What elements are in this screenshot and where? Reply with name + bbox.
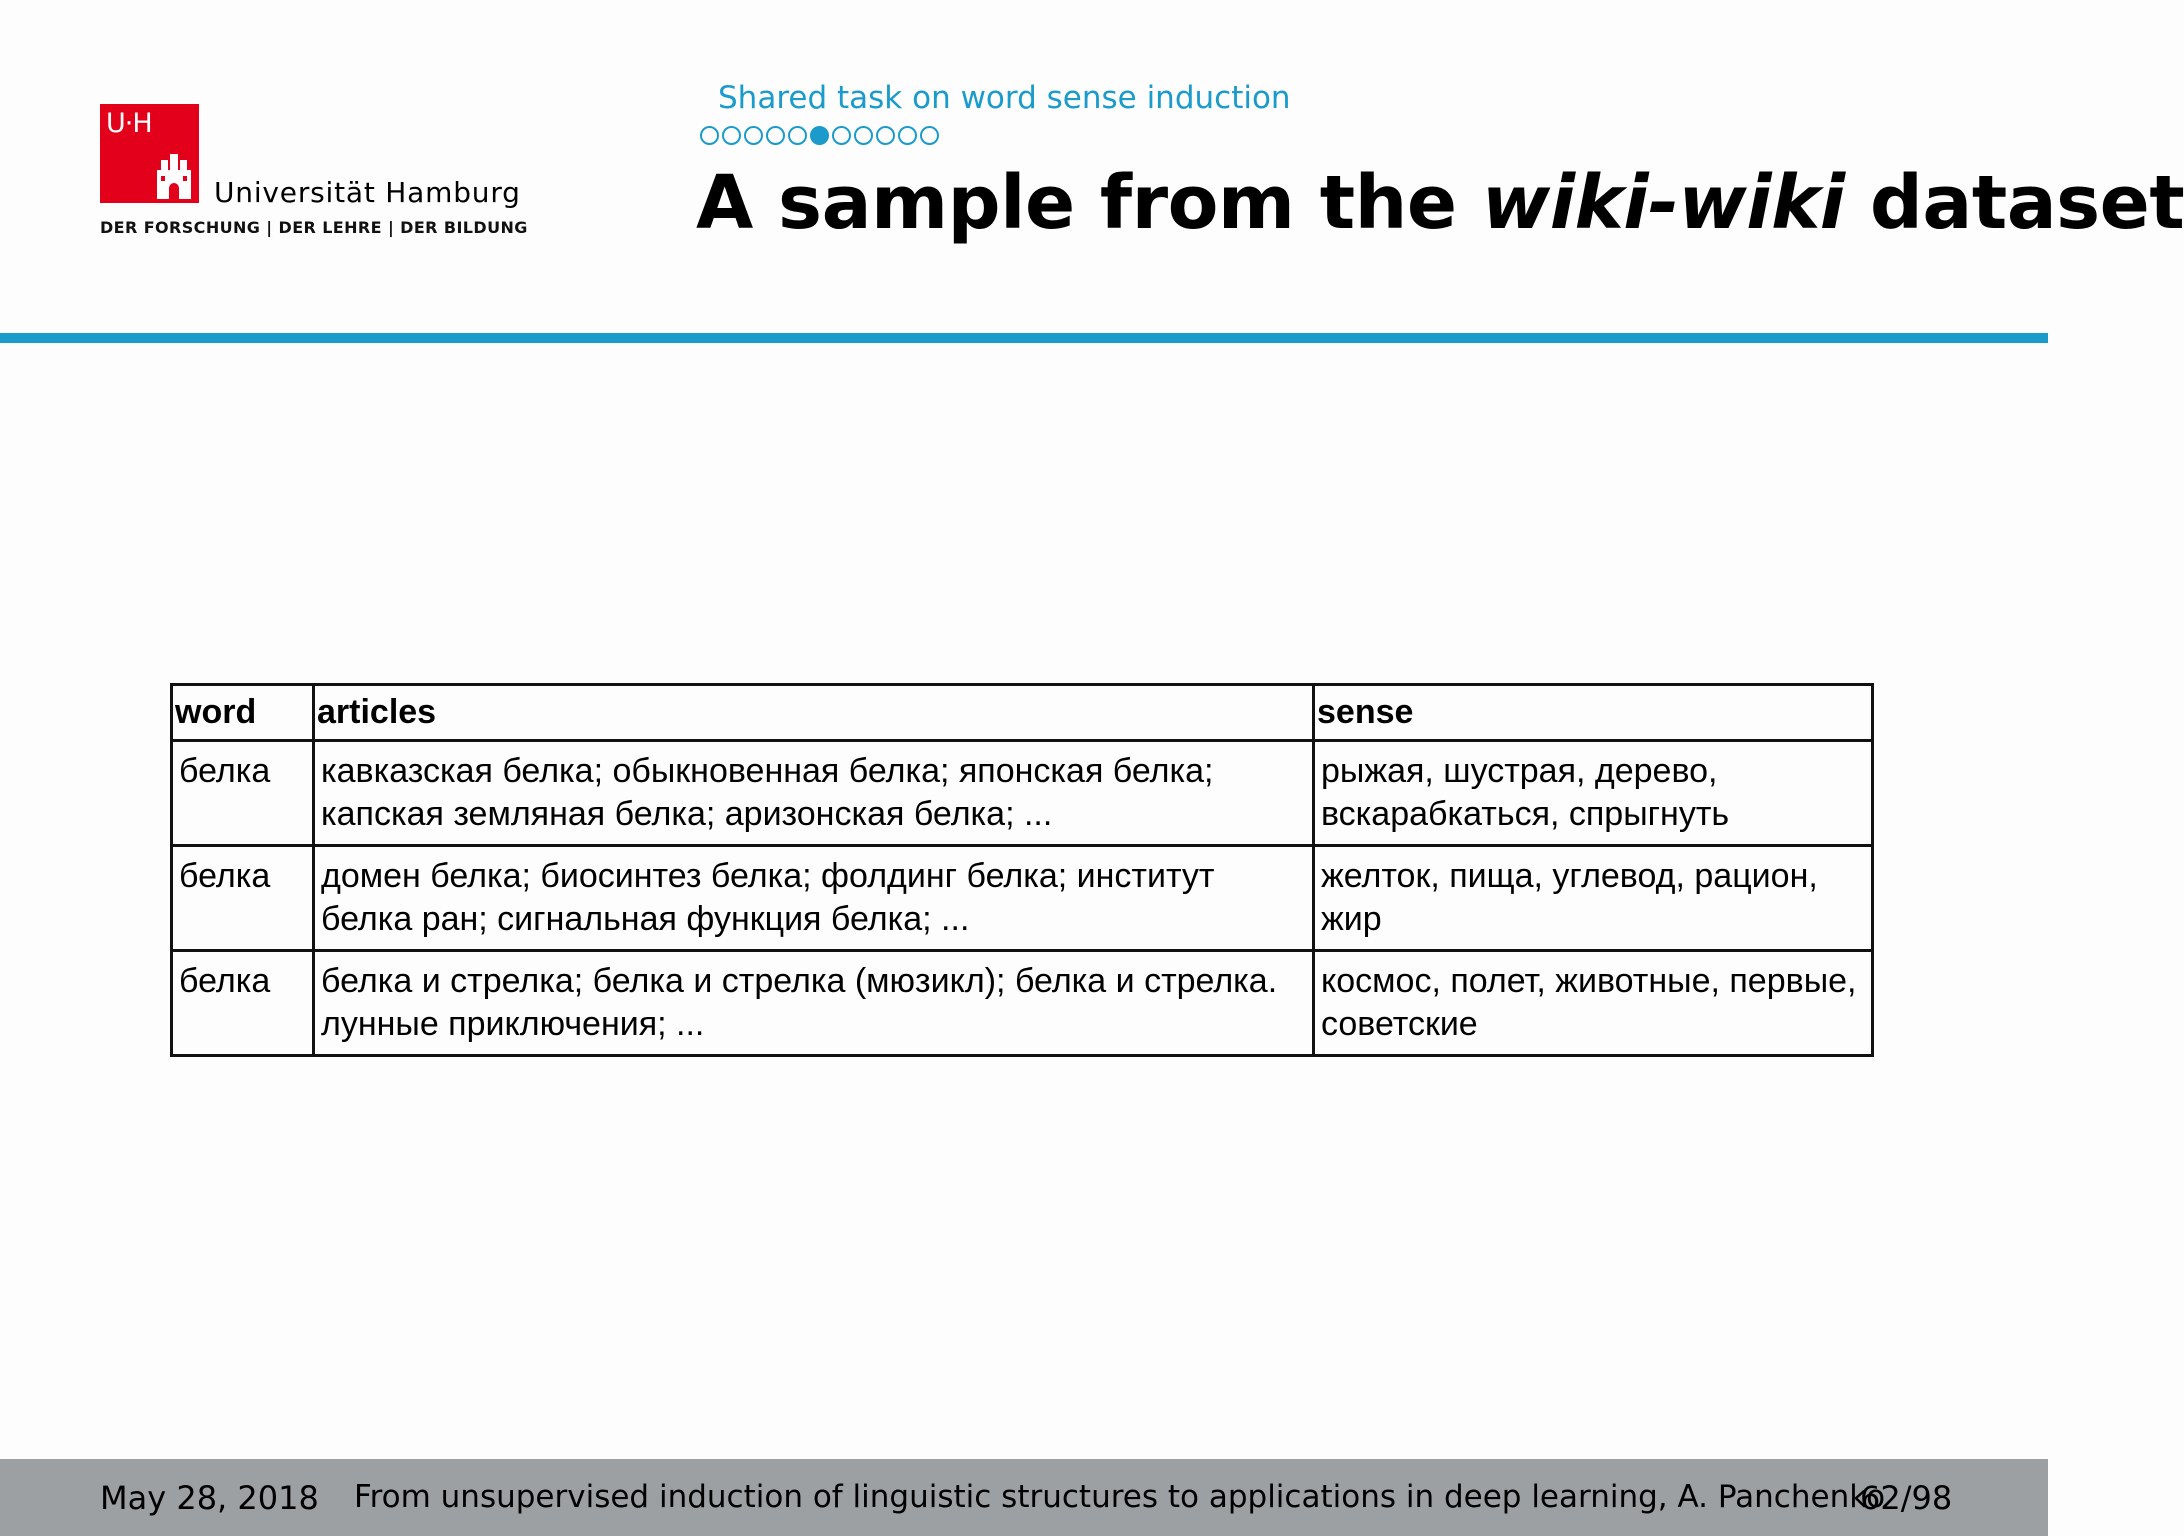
logo-red-box (100, 104, 199, 203)
progress-dot-current[interactable] (810, 126, 829, 145)
title-italic: wiki-wiki (1481, 160, 1845, 246)
cell-sense: рыжая, шустрая, дерево, вскарабкаться, спрыгнуть (1314, 741, 1873, 846)
column-header-word: word (172, 685, 314, 741)
progress-dot[interactable] (788, 126, 807, 145)
cell-sense: космос, полет, животные, первые, советские (1314, 951, 1873, 1056)
table-header-row (172, 685, 1873, 741)
column-header-articles: articles (314, 685, 1314, 741)
footer-page-number: 62/98 (1860, 1479, 1953, 1517)
slide-footer (0, 1459, 2048, 1536)
progress-dot[interactable] (876, 126, 895, 145)
footer-talk-title: From unsupervised induction of linguistic structures to applications in deep learning, A. Panchenko (354, 1479, 1886, 1515)
table-row (172, 951, 1873, 1056)
progress-dot[interactable] (854, 126, 873, 145)
cell-word: белка (172, 741, 314, 846)
cell-articles: домен белка; биосинтез белка; фолдинг белка; институт белка ран; сигнальная функция белка; ... (314, 846, 1314, 951)
table-row (172, 741, 1873, 846)
slide-title (696, 160, 2184, 246)
cell-sense: желток, пища, углевод, рацион, жир (1314, 846, 1873, 951)
progress-dot[interactable] (722, 126, 741, 145)
university-logo (100, 104, 528, 244)
logo-mark: U·H (106, 108, 152, 139)
header-divider (0, 333, 2048, 343)
castle-gate-icon (153, 152, 195, 199)
section-title: Shared task on word sense induction (718, 80, 1291, 116)
progress-dot[interactable] (700, 126, 719, 145)
cell-articles: белка и стрелка; белка и стрелка (мюзикл); белка и стрелка. лунные приключения; ... (314, 951, 1314, 1056)
cell-word: белка (172, 951, 314, 1056)
slide-progress-dots (700, 126, 939, 150)
progress-dot[interactable] (920, 126, 939, 145)
progress-dot[interactable] (898, 126, 917, 145)
title-suffix: dataset (1844, 160, 2184, 246)
cell-word: белка (172, 846, 314, 951)
table-row (172, 846, 1873, 951)
university-tagline: DER FORSCHUNG | DER LEHRE | DER BILDUNG (100, 218, 528, 237)
progress-dot[interactable] (744, 126, 763, 145)
footer-date: May 28, 2018 (100, 1479, 319, 1517)
cell-articles: кавказская белка; обыкновенная белка; японская белка; капская земляная белка; аризонская белка; ... (314, 741, 1314, 846)
title-prefix: A sample from the (696, 160, 1482, 246)
university-name: Universität Hamburg (214, 176, 521, 209)
progress-dot[interactable] (832, 126, 851, 145)
progress-dot[interactable] (766, 126, 785, 145)
column-header-sense: sense (1314, 685, 1873, 741)
dataset-sample-table (170, 683, 1874, 1057)
